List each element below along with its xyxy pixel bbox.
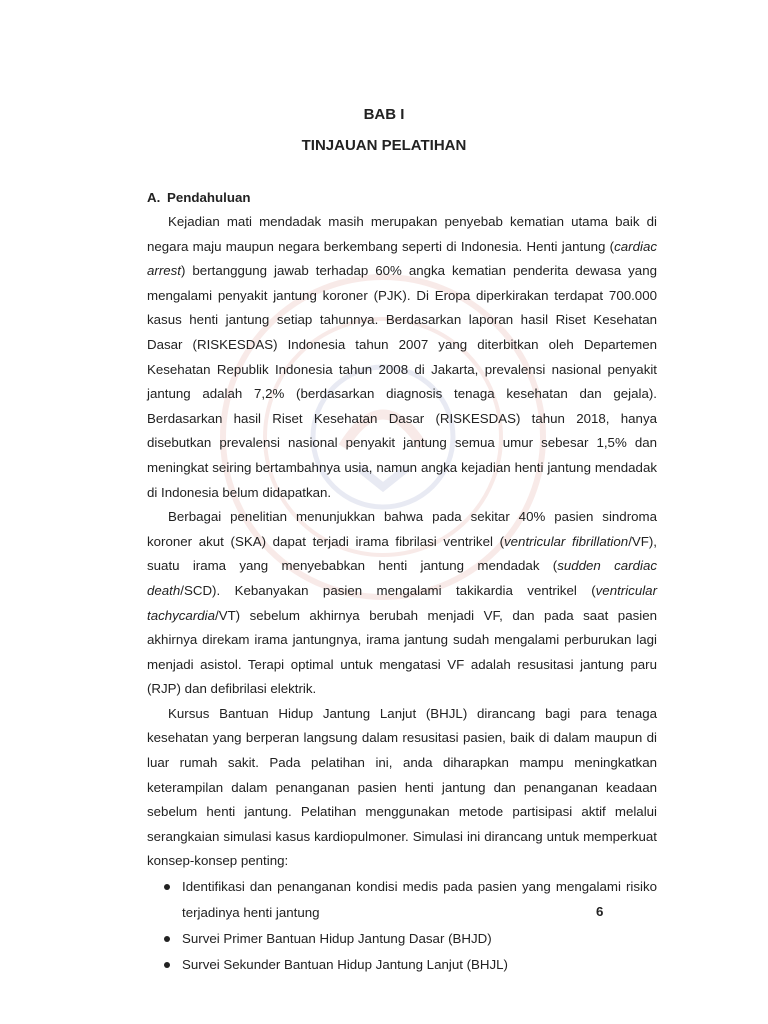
paragraph bbox=[147, 210, 657, 505]
body-text bbox=[147, 210, 657, 978]
section-letter: A. bbox=[147, 190, 161, 205]
italic-term: sudden cardiac death bbox=[147, 558, 657, 598]
section-title: Pendahuluan bbox=[167, 190, 251, 205]
paragraph-text: Berbagai penelitian menunjukkan bahwa pada sekitar 40% pasien sindroma koroner akut (SKA) dapat terjadi irama fibrilasi ventrikel ( bbox=[147, 509, 657, 549]
list-item bbox=[147, 926, 657, 952]
paragraph-text: /VT) sebelum akhirnya berubah menjadi VF, dan pada saat pasien akhirnya direkam irama jantungnya, irama jantung sudah mengalami perburukan lagi menjadi asistol. Terapi optimal untuk mengatasi VF adalah resusitasi jantung paru (RJP) dan defibrilasi elektrik. bbox=[147, 607, 657, 697]
italic-term: ventricular tachycardia bbox=[147, 582, 657, 623]
page-number: 6 bbox=[596, 904, 604, 919]
chapter-title: TINJAUAN PELATIHAN bbox=[301, 137, 467, 154]
italic-term: cardiac arrest bbox=[147, 238, 657, 279]
list-item bbox=[147, 952, 657, 978]
bullet-list bbox=[147, 874, 657, 978]
bullet-icon bbox=[164, 884, 170, 890]
list-item-text: Survei Sekunder Bantuan Hidup Jantung Lanjut (BHJL) bbox=[182, 957, 508, 973]
list-item-text: Identifikasi dan penanganan kondisi medis pada pasien yang mengalami risiko terjadinya henti jantung bbox=[182, 879, 657, 921]
paragraph-text: /SCD). Kebanyakan pasien mengalami takikardia ventrikel ( bbox=[180, 582, 596, 598]
paragraph-text: ) bertanggung jawab terhadap 60% angka kematian penderita dewasa yang mengalami penyakit jantung koroner (PJK). Di Eropa diperkirakan terdapat 700.000 kasus henti jantung setiap tahunnya. Berdasarkan laporan hasil Riset Kesehatan Dasar (RISKESDAS) Indonesia tahun 2007 yang diterbitkan oleh Departemen Kesehatan Republik Indonesia tahun 2008 di Jakarta, prevalensi nasional penyakit jantung adalah 7,2% (berdasarkan diagnosis tenaga kesehatan dan gejala). Berdasarkan hasil Riset Kesehatan Dasar (RISKESDAS) tahun 2018, hanya disebutkan prevalensi nasional penyakit jantung semua umur sebesar 1,5% dan meningkat seiring bertambahnya usia, namun angka kejadian henti jantung mendadak di Indonesia belum didapatkan. bbox=[147, 263, 657, 500]
paragraph-text: /VF), suatu irama yang menyebabkan henti jantung mendadak ( bbox=[147, 533, 657, 574]
paragraph-text: Kursus Bantuan Hidup Jantung Lanjut (BHJL) dirancang bagi para tenaga kesehatan yang berperan langsung dalam resusitasi pasien, baik di dalam maupun di luar rumah sakit. Pada pelatihan ini, anda diharapkan mampu meningkatkan keterampilan dalam penanganan pasien henti jantung dan penanganan keadaan sebelum henti jantung. Pelatihan menggunakan metode partisipasi aktif melalui serangkaian simulasi kasus kardiopulmoner. Simulasi ini dirancang untuk memperkuat konsep-konsep penting: bbox=[147, 705, 657, 869]
paragraph bbox=[147, 702, 657, 874]
bullet-icon bbox=[164, 936, 170, 942]
list-item-text: Survei Primer Bantuan Hidup Jantung Dasar (BHJD) bbox=[182, 931, 492, 947]
chapter-number: BAB I bbox=[363, 106, 405, 123]
paragraph bbox=[147, 505, 657, 702]
bullet-icon bbox=[164, 962, 170, 968]
list-item bbox=[147, 874, 657, 926]
paragraph-text: Kejadian mati mendadak masih merupakan penyebab kematian utama baik di negara maju maupun negara berkembang seperti di Indonesia. Henti jantung ( bbox=[147, 214, 657, 254]
paragraphs bbox=[147, 210, 657, 874]
italic-term: ventricular fibrillation bbox=[504, 533, 629, 549]
section-heading bbox=[147, 190, 250, 205]
